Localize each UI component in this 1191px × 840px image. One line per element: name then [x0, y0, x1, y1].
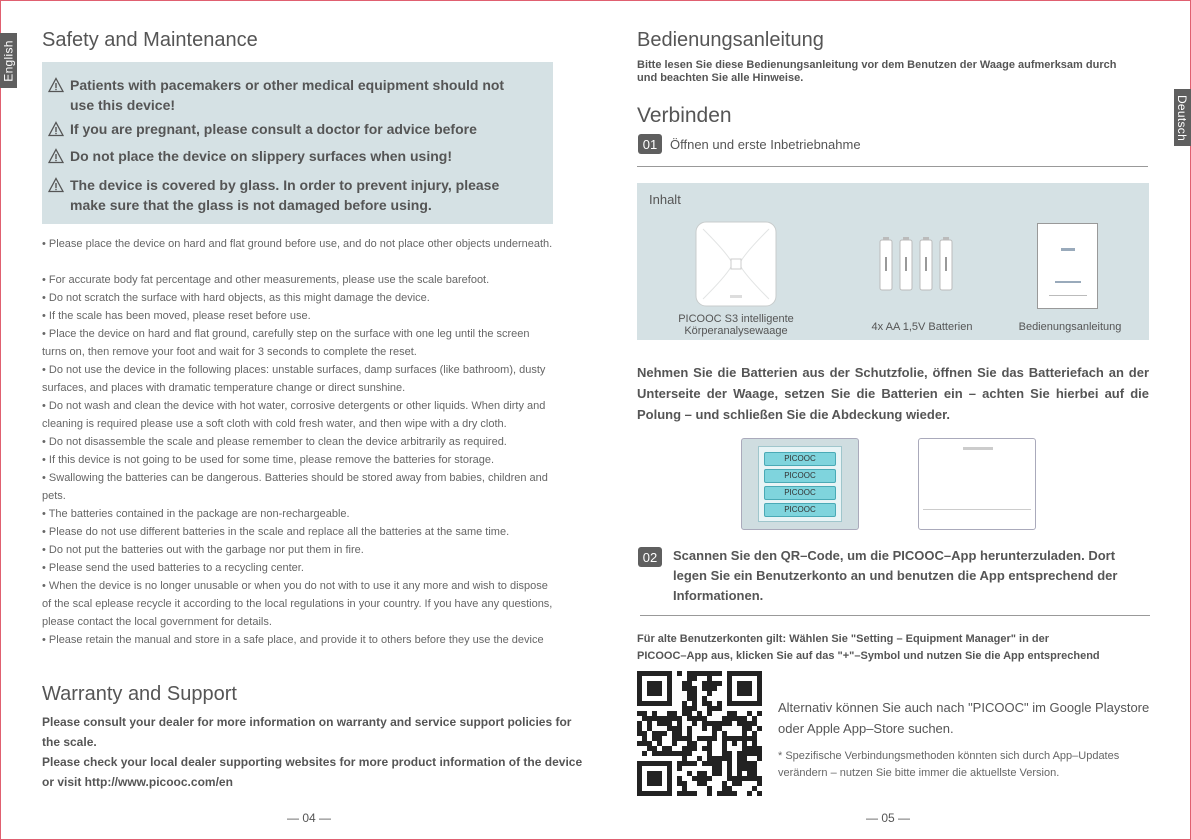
battery-cell: PICOOC: [764, 486, 836, 500]
battery-compartment-image: [741, 438, 859, 530]
warning-triangle-icon: [48, 121, 64, 137]
warning-triangle-icon: [48, 77, 64, 93]
step2-badge: 02: [638, 547, 662, 567]
bullet-item: • Do not put the batteries out with the garbage nor put them in fire.: [42, 544, 364, 556]
update-note: * Spezifische Verbindungsmethoden könnten sich durch App–Updates verändern – nutzen Sie bitte immer die aktuellste Version.: [778, 750, 1120, 779]
manual-title: Bedienungsanleitung: [637, 29, 824, 51]
battery-cell: PICOOC: [764, 503, 836, 517]
battery-cell: PICOOC: [764, 452, 836, 466]
page-number-left: — 04 —: [287, 811, 332, 825]
contents-panel: [637, 183, 1149, 340]
old-accounts-text: Für alte Benutzerkonten gilt: Wählen Sie "Setting – Equipment Manager" in der PICOOC–App aus, klicken Sie auf das "+"–Symbol und nutzen Sie die App entsprechend: [637, 633, 1100, 662]
bullet-item: • Please retain the manual and store in a safe place, and provide it to others before they use the device: [42, 634, 544, 646]
caption-batteries: 4x AA 1,5V Batterien: [871, 321, 973, 333]
step2-title: Scannen Sie den QR–Code, um die PICOOC–App herunterzuladen. Dort legen Sie ein Benutzerkonto an und benutzen die App entsprechend der Informationen.: [673, 548, 1118, 603]
warning-item: The device is covered by glass. In order to prevent injury, please make sure that the glass is not damaged before using.: [48, 175, 538, 215]
scale-image: [695, 221, 777, 307]
bullet-item: • If this device is not going to be used for some time, please remove the batteries for storage.: [42, 454, 495, 466]
step1-title: Öffnen und erste Inbetriebnahme: [670, 136, 861, 152]
bullet-item: • Please do not use different batteries in the scale and replace all the batteries at the same time.: [42, 526, 510, 538]
warning-item: Do not place the device on slippery surfaces when using!: [48, 146, 452, 166]
bullet-item: • Do not wash and clean the device with hot water, corrosive detergents or other liquids. When dirty and cleaning is required please use a soft cloth with cold fresh water, and then wipe with a dry cloth.: [42, 400, 546, 430]
warning-triangle-icon: [48, 177, 64, 193]
bullet-item: • When the device is no longer unusable or when you do not with to use it any more and wish to dispose of the scal eplease recycle it according to the local regulations in your country. If you have any questions, please contact the local government for details.: [42, 580, 553, 628]
warning-box: [42, 62, 553, 224]
warning-triangle-icon: [48, 148, 64, 164]
closed-compartment-image: [918, 438, 1036, 530]
bullet-item: • If the scale has been moved, please reset before use.: [42, 310, 311, 322]
side-tab-deutsch: Deutsch: [1174, 89, 1191, 146]
step1-badge: 01: [638, 134, 662, 154]
qr-code-icon: [637, 671, 762, 796]
step1-heading: [638, 134, 861, 154]
bullet-item: • For accurate body fat percentage and other measurements, please use the scale barefoot.: [42, 274, 490, 286]
step2-heading: [638, 546, 1150, 606]
bullet-item: • Swallowing the batteries can be dangerous. Batteries should be stored away from babies, children and pets.: [42, 472, 548, 502]
page-number-right: — 05 —: [866, 811, 911, 825]
divider: [637, 166, 1148, 167]
battery-cell: PICOOC: [764, 469, 836, 483]
battery-instructions: Nehmen Sie die Batterien aus der Schutzfolie, öffnen Sie das Batteriefach an der Unterseite der Waage, setzen Sie die Batterien ein – achten Sie hierbei auf die Polung – und schließen Sie die Abdeckung wieder.: [637, 365, 1149, 422]
warning-item: Patients with pacemakers or other medical equipment should not use this device!: [48, 75, 528, 115]
alternative-text: Alternativ können Sie auch nach "PICOOC" im Google Playstore oder Apple App–Store suchen.: [778, 700, 1150, 736]
divider: [640, 615, 1150, 616]
bullet-item: • Place the device on hard and flat ground, carefully step on the surface with one leg until the screen turns on, then remove your foot and wait for 3 seconds to complete the reset.: [42, 328, 530, 358]
batteries-image: [878, 237, 958, 291]
bullet-item: • Do not use the device in the following places: unstable surfaces, damp surfaces (like bathroom), dusty surfaces, and places with dramatic temperature change or direct sunshine.: [42, 364, 546, 394]
bullet-item: • Do not disassemble the scale and please remember to clean the device arbitrarily as required.: [42, 436, 507, 448]
warranty-text: Please consult your dealer for more information on warranty and service support policies for the scale.: [42, 715, 572, 749]
safety-title: Safety and Maintenance: [42, 29, 258, 51]
warning-item: If you are pregnant, please consult a doctor for advice before: [48, 119, 477, 139]
bullet-item: • Please place the device on hard and flat ground before use, and do not place other objects underneath.: [42, 238, 553, 250]
contents-title: Inhalt: [649, 192, 681, 207]
intro-text: Bitte lesen Sie diese Bedienungsanleitung vor dem Benutzen der Waage aufmerksam durch und beachten Sie alle Hinweise.: [637, 59, 1117, 84]
bullet-item: • The batteries contained in the package are non-rechargeable.: [42, 508, 350, 520]
caption-manual: Bedienungsanleitung: [1018, 321, 1122, 333]
bullet-item: • Please send the used batteries to a recycling center.: [42, 562, 304, 574]
bullet-item: • Do not scratch the surface with hard objects, as this might damage the device.: [42, 292, 430, 304]
warranty-text: Please check your local dealer supporting websites for more product information of the device or visit http://www.picooc.com/en: [42, 755, 583, 789]
warranty-title: Warranty and Support: [42, 683, 237, 705]
caption-scale: PICOOC S3 intelligente Körperanalysewaage: [678, 313, 794, 337]
manual-image: [1037, 223, 1098, 309]
connect-title: Verbinden: [637, 104, 732, 127]
side-tab-english: English: [0, 33, 17, 88]
